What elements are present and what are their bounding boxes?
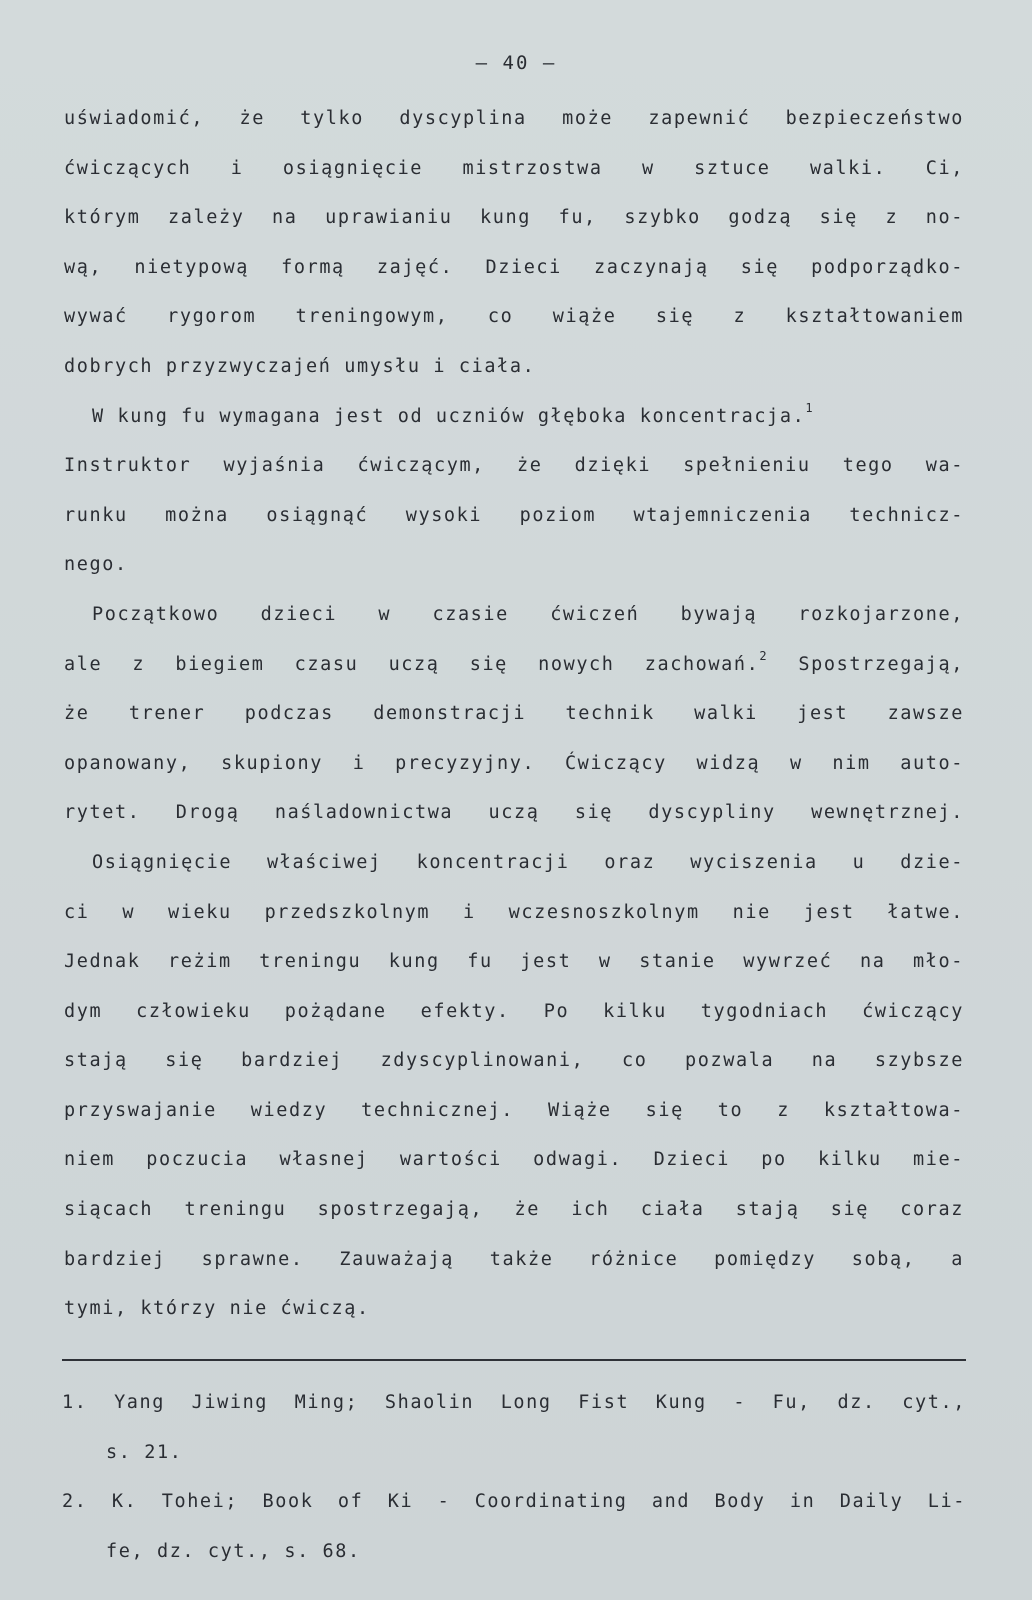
text-line: rytet. Drogą naśladownictwa uczą się dyscypliny wewnętrznej. [64, 802, 964, 824]
text-line: opanowany, skupiony i precyzyjny. Ćwiczący widzą w nim auto- [64, 752, 964, 774]
paragraph [64, 590, 964, 838]
text-line: nego. [64, 554, 128, 576]
page-number: — 40 — [475, 52, 557, 74]
paragraph [64, 94, 964, 392]
text-line: uświadomić, że tylko dyscyplina może zapewnić bezpieczeństwo [64, 108, 964, 129]
text-line: wywać rygorom treningowym, co wiąże się z kształtowaniem [64, 306, 964, 328]
text-line: ci w wieku przedszkolnym i wczesnoszkolnym nie jest łatwe. [64, 901, 964, 923]
footnote-line: fe, dz. cyt., s. 68. [106, 1540, 361, 1562]
text-line: stają się bardziej zdyscyplinowani, co pozwala na szybsze [64, 1050, 964, 1072]
text-line: ćwiczących i osiągnięcie mistrzostwa w sztuce walki. Ci, [64, 157, 964, 179]
text-line: bardziej sprawne. Zauważają także różnice pomiędzy sobą, a [64, 1248, 964, 1270]
text-line: dobrych przyzwyczajeń umysłu i ciała. [64, 355, 536, 377]
text-line: niem poczucia własnej wartości odwagi. Dzieci po kilku mie- [64, 1149, 964, 1171]
footnote-divider [62, 1359, 966, 1361]
text-segment: W kung fu wymagana jest od uczniów głęboka koncentracja. [92, 405, 806, 427]
text-segment: ale z biegiem czasu uczą się nowych zachowań. [64, 653, 760, 675]
text-line: Osiągnięcie właściwej koncentracji oraz wyciszenia u dzie- [92, 851, 964, 873]
footnote-ref-2[interactable]: 2 [759, 648, 769, 663]
text-line: Początkowo dzieci w czasie ćwiczeń bywają rozkojarzone, [92, 603, 964, 625]
text-line: runku można osiągnąć wysoki poziom wtajemniczenia technicz- [64, 504, 964, 526]
text-line [64, 392, 964, 442]
text-line: przyswajanie wiedzy technicznej. Wiąże się to z kształtowa- [64, 1099, 964, 1121]
text-line: Jednak reżim treningu kung fu jest w stanie wywrzeć na mło- [64, 951, 964, 973]
footnote-line: s. 21. [106, 1441, 183, 1463]
text-segment: Spostrzegają, [768, 653, 964, 675]
text-line: siącach treningu spostrzegają, że ich ciała stają się coraz [64, 1199, 964, 1221]
paragraph [64, 838, 964, 1334]
text-line [64, 640, 964, 690]
text-line: tymi, którzy nie ćwiczą. [64, 1298, 370, 1320]
footnote-ref-1[interactable]: 1 [805, 400, 815, 415]
footnotes [62, 1378, 966, 1576]
text-line: wą, nietypową formą zajęć. Dzieci zaczynają się podporządko- [64, 256, 964, 278]
footnote-1 [62, 1378, 966, 1477]
footnote-2 [62, 1477, 966, 1576]
text-line: dym człowieku pożądane efekty. Po kilku tygodniach ćwiczący [64, 1000, 964, 1022]
text-line: Instruktor wyjaśnia ćwiczącym, że dzięki spełnieniu tego wa- [64, 455, 964, 477]
paragraph [64, 392, 964, 590]
text-line: którym zależy na uprawianiu kung fu, szybko godzą się z no- [64, 207, 964, 229]
footnote-line: 1. Yang Jiwing Ming; Shaolin Long Fist Kung - Fu, dz. cyt., [62, 1392, 966, 1413]
body-text [64, 94, 964, 1334]
text-line: że trener podczas demonstracji technik walki jest zawsze [64, 703, 964, 725]
footnote-line: 2. K. Tohei; Book of Ki - Coordinating and Body in Daily Li- [62, 1491, 966, 1513]
